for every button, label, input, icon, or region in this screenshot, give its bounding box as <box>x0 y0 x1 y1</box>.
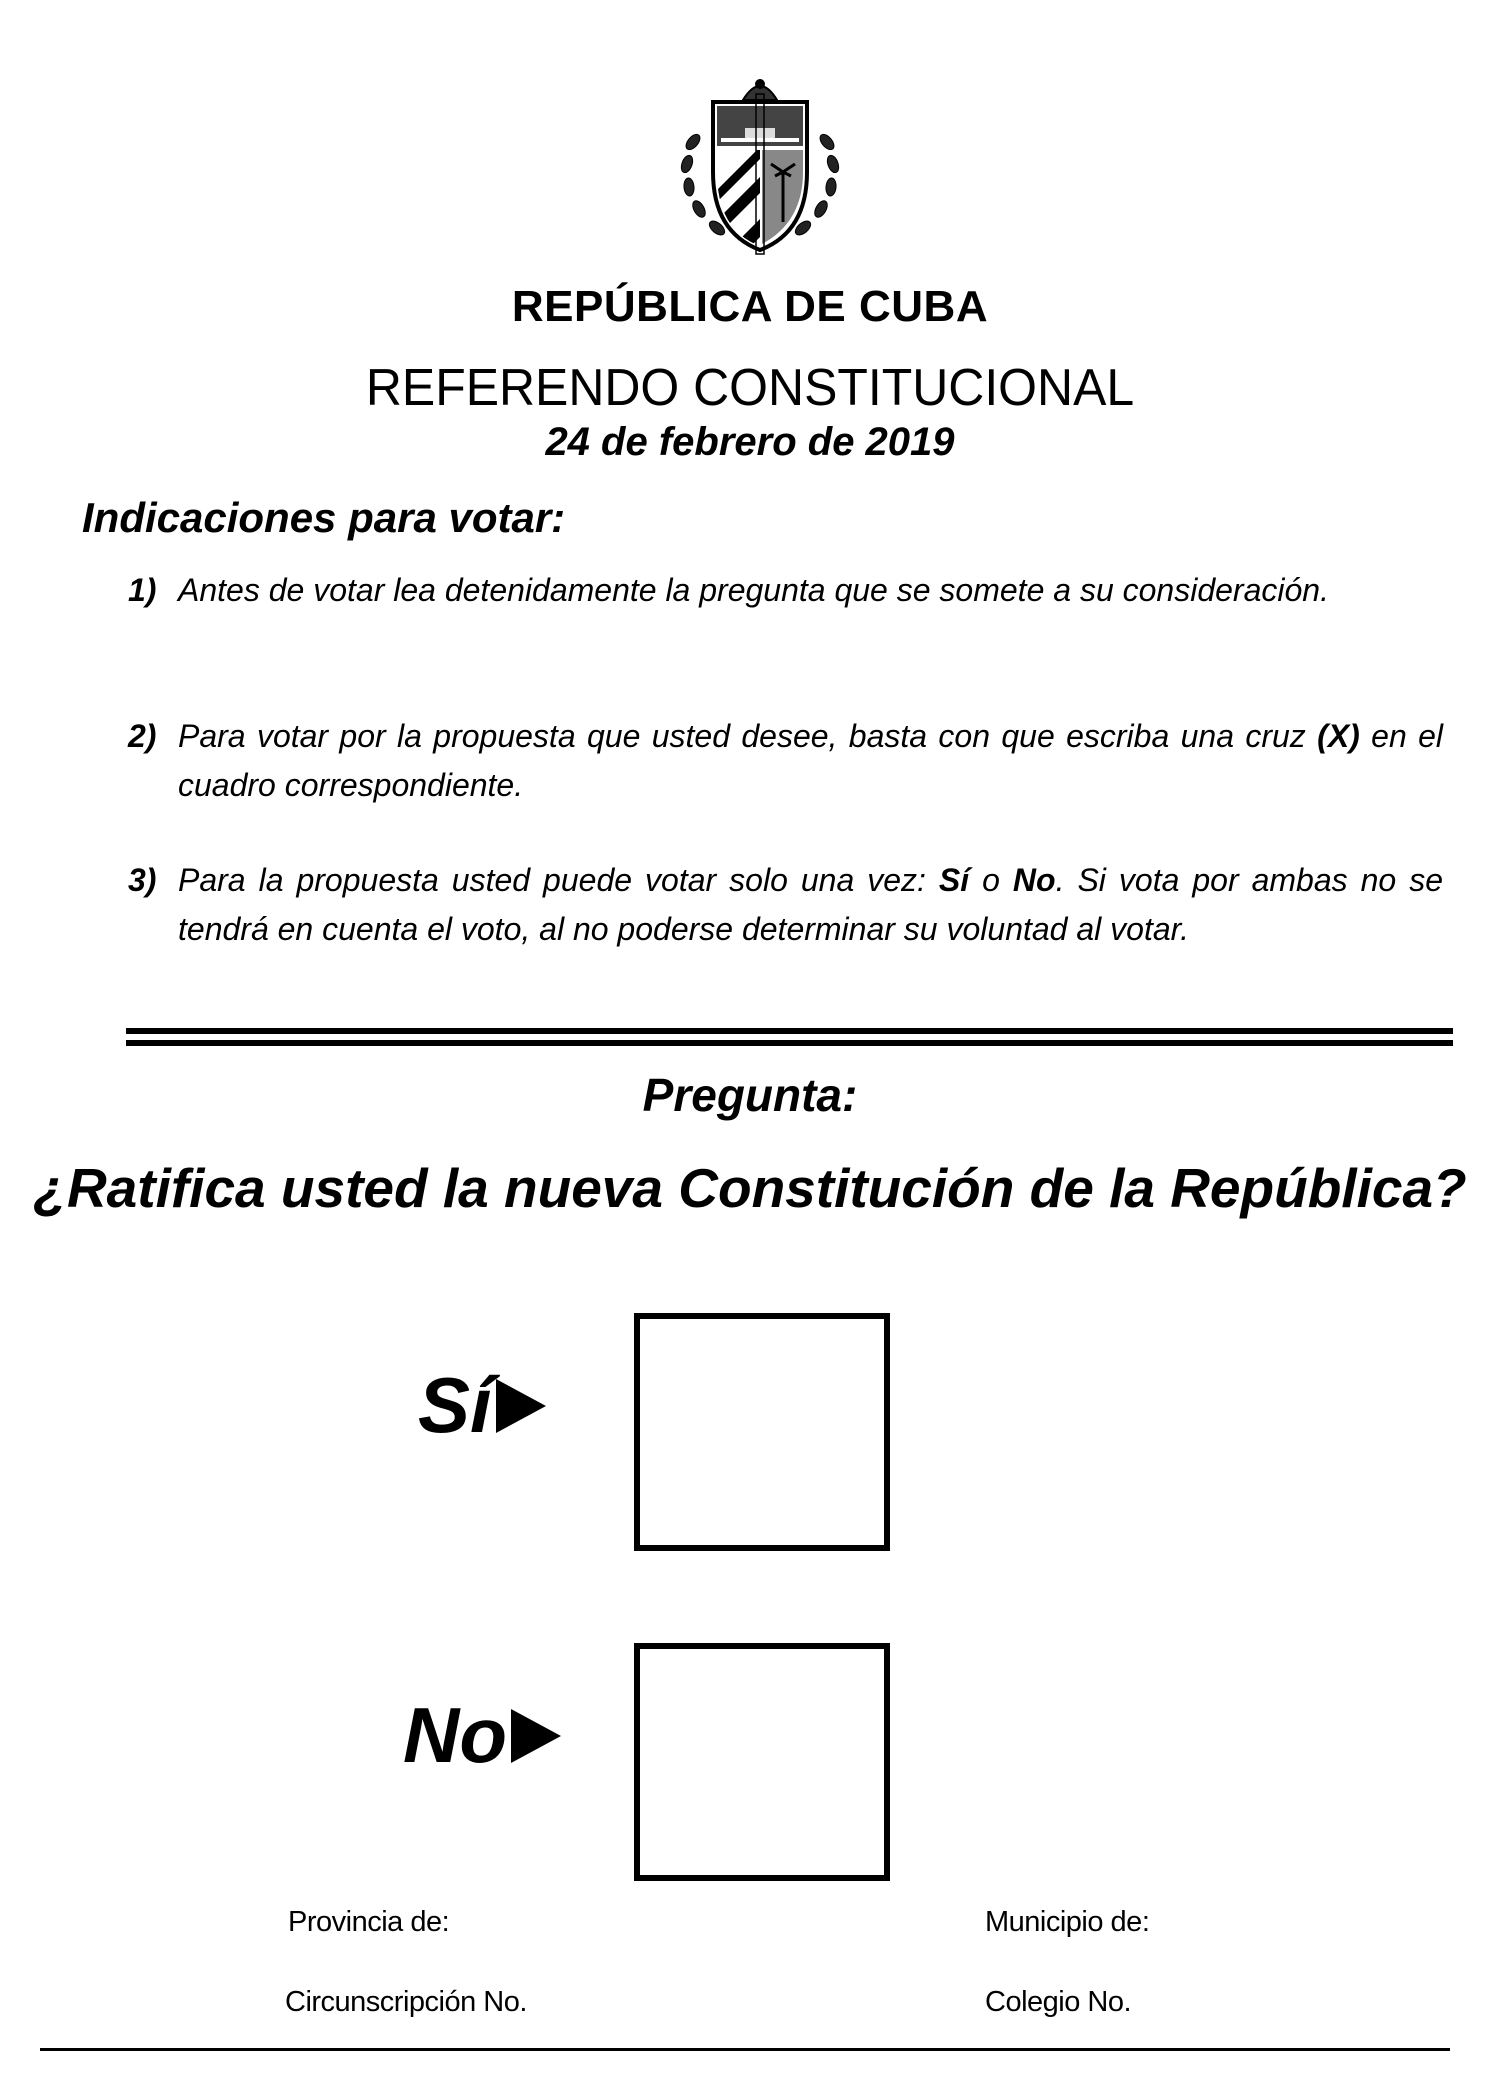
referendum-title: REFERENDO CONSTITUCIONAL <box>365 359 1135 417</box>
instruction-number: 1) <box>128 572 157 608</box>
no-option-label <box>403 1690 561 1781</box>
bottom-divider-line <box>40 2048 1450 2051</box>
question-heading: Pregunta: <box>642 1069 858 1121</box>
cross-mark-text: (X) <box>1317 718 1360 754</box>
yes-label-text: Sí <box>418 1361 492 1449</box>
instruction-text <box>178 712 1443 810</box>
college-label: Colegio No. <box>985 1986 1132 2018</box>
instruction-item <box>128 856 1443 954</box>
referendum-date: 24 de febrero de 2019 <box>545 420 955 464</box>
yes-bold-text: Sí <box>938 862 970 898</box>
municipality-label: Municipio de: <box>985 1906 1150 1938</box>
no-checkbox[interactable] <box>634 1643 890 1881</box>
no-label-text: No <box>403 1691 507 1779</box>
question-text: ¿Ratifica usted la nueva Constitución de la República? <box>33 1157 1467 1219</box>
province-label: Provincia de: <box>288 1906 450 1938</box>
instruction-item <box>128 712 1443 810</box>
no-bold-text: No <box>1012 862 1056 898</box>
instruction-text-part: Para votar por la propuesta que usted desee, basta con que escriba una cruz <box>178 718 1318 754</box>
instruction-text: Antes de votar lea detenidamente la pregunta que se somete a su consideración. <box>178 572 1329 608</box>
yes-option-label <box>418 1360 546 1451</box>
instruction-number: 3) <box>128 862 157 898</box>
instruction-text-part: en el cuadro correspondiente. <box>178 718 1444 803</box>
coat-of-arms-icon <box>665 72 855 262</box>
instructions-heading: Indicaciones para votar: <box>82 494 566 541</box>
triangle-right-icon <box>496 1379 546 1433</box>
instruction-number: 2) <box>128 718 157 754</box>
divider-line <box>126 1040 1453 1046</box>
instruction-text-part: . Si vota por ambas no se tendrá en cuenta el voto, al no poderse determinar su voluntad al votar. <box>178 862 1444 947</box>
triangle-right-icon <box>511 1709 561 1763</box>
divider-line <box>126 1028 1453 1034</box>
instruction-text-part: o <box>969 862 1013 898</box>
country-title: REPÚBLICA DE CUBA <box>511 282 989 331</box>
instruction-item <box>128 566 1443 615</box>
instruction-text <box>178 856 1443 954</box>
constituency-label: Circunscripción No. <box>285 1986 527 2018</box>
instruction-text-part: Para la propuesta usted puede votar solo una vez: <box>178 862 939 898</box>
yes-checkbox[interactable] <box>634 1313 890 1551</box>
